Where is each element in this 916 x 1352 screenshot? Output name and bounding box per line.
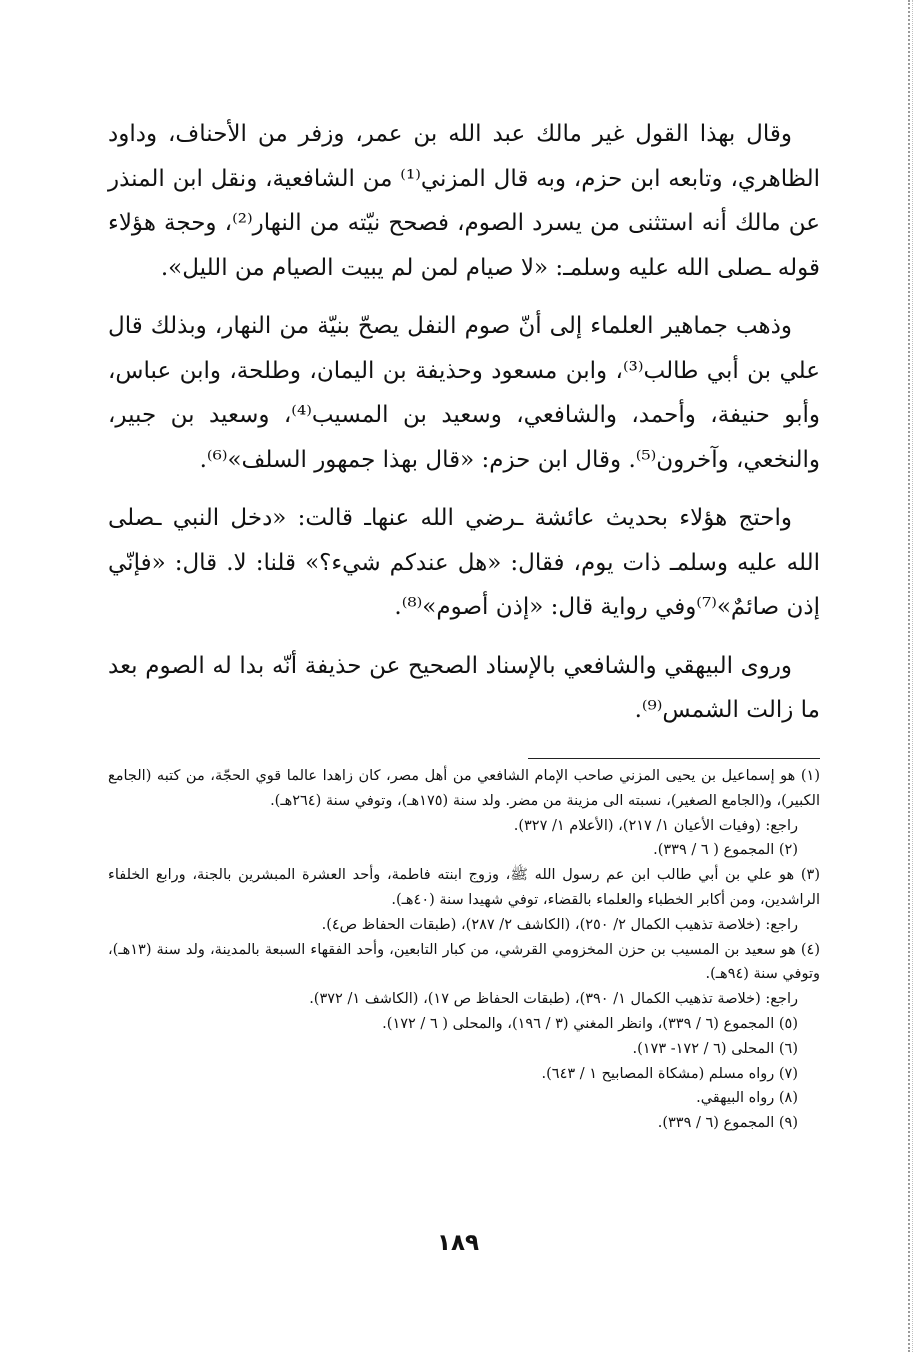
footnote-2: (٢) المجموع ( ٦ / ٣٣٩). (653, 842, 798, 859)
footnote-5: (٥) المجموع (٦ / ٣٣٩)، وانظر المغني (٣ / ١٩٦)، والمحلى ( ٦ / ١٧٢). (382, 1015, 798, 1032)
footnote-3-reference: راجع: (خلاصة تذهيب الكمال ٢/ ٢٥٠)، (الكاشف ٢/ ٢٨٧)، (طبقات الحفاظ ص٤). (321, 916, 798, 933)
footnote-6: (٦) المحلى (٦ / ١٧٢- ١٧٣). (632, 1040, 798, 1057)
page-number: ١٨٩ (436, 1230, 480, 1256)
page-edge-dots-inner (912, 0, 913, 1352)
paragraph-2: وذهب جماهير العلماء إلى أنّ صوم النفل يصحّ بنيّة من النهار، وبذلك قال علي بن أبي طالب⁽³⁾، وابن مسعود وحذيفة بن اليمان، وطلحة، وابن عباس، وأبو حنيفة، وأحمد، والشافعي، وسعيد بن المسيب⁽⁴⁾، وسعيد بن جبير، والنخعي، وآخرون⁽⁵⁾. وقال ابن حزم: «قال بهذا جمهور السلف»⁽⁶⁾. (108, 313, 820, 473)
footnote-9: (٩) المجموع (٦ / ٣٣٩). (657, 1115, 798, 1132)
footnote-3: (٣) هو علي بن أبي طالب ابن عم رسول الله ﷺ، وزوج ابنته فاطمة، وأحد العشرة المبشرين بالجنة، ورابع الخلفاء الراشدين، ومن أكابر الخطباء والعلماء بالقضاء، توفي شهيدا سنة (٤٠هـ). (108, 867, 820, 908)
footnotes (108, 764, 820, 1136)
footnote-1-reference: راجع: (وفيات الأعيان ١/ ٢١٧)، (الأعلام ١/ ٣٢٧). (513, 817, 798, 834)
footnote-4-reference: راجع: (خلاصة تذهيب الكمال ١/ ٣٩٠)، (طبقات الحفاظ ص ١٧)، (الكاشف ١/ ٣٧٢). (309, 991, 798, 1008)
footnote-8: (٨) رواه البيهقي. (696, 1090, 798, 1107)
footnote-separator (528, 758, 820, 759)
paragraph-3: واحتج هؤلاء بحديث عائشة ـرضي الله عنهاـ قالت: «دخل النبي ـصلى الله عليه وسلمـ ذات يوم، فقال: «هل عندكم شيء؟» قلنا: لا. قال: «فإنّي إذن صائمٌ»⁽⁷⁾وفي رواية قال: «إذن أصوم»⁽⁸⁾. (108, 505, 820, 620)
footnote-7: (٧) رواه مسلم (مشكاة المصابيح ١ / ٦٤٣). (541, 1065, 798, 1082)
footnote-4: (٤) هو سعيد بن المسيب بن حزن المخزومي القرشي، من كبار التابعين، وأحد الفقهاء السبعة بالمدينة، ولد سنة (١٣هـ)، وتوفي سنة (٩٤هـ). (108, 941, 820, 983)
page-edge-dots (908, 0, 910, 1352)
footnote-1: (١) هو إسماعيل بن يحيى المزني صاحب الإمام الشافعي من أهل مصر، كان زاهدا عالما قوي الحجّة، من كتبه (الجامع الكبير)، و(الجامع الصغير)، نسبته الى مزينة من مضر. ولد سنة (١٧٥هـ)، وتوفي سنة (٢٦٤هـ). (108, 768, 820, 809)
paragraph-1: وقال بهذا القول غير مالك عبد الله بن عمر، وزفر من الأحناف، وداود الظاهري، وتابعه ابن حزم، وبه قال المزني⁽¹⁾ من الشافعية، ونقل ابن المنذر عن مالك أنه استثنى من يسرد الصوم، فصحح نيّته من النهار⁽²⁾، وحجة هؤلاء قوله ـصلى الله عليه وسلمـ: «لا صيام لمن لم يبيت الصيام من الليل». (108, 121, 821, 281)
main-text (108, 112, 820, 747)
paragraph-4: وروى البيهقي والشافعي بالإسناد الصحيح عن حذيفة أنّه بدا له الصوم بعد ما زالت الشمس⁽⁹⁾. (108, 652, 820, 723)
